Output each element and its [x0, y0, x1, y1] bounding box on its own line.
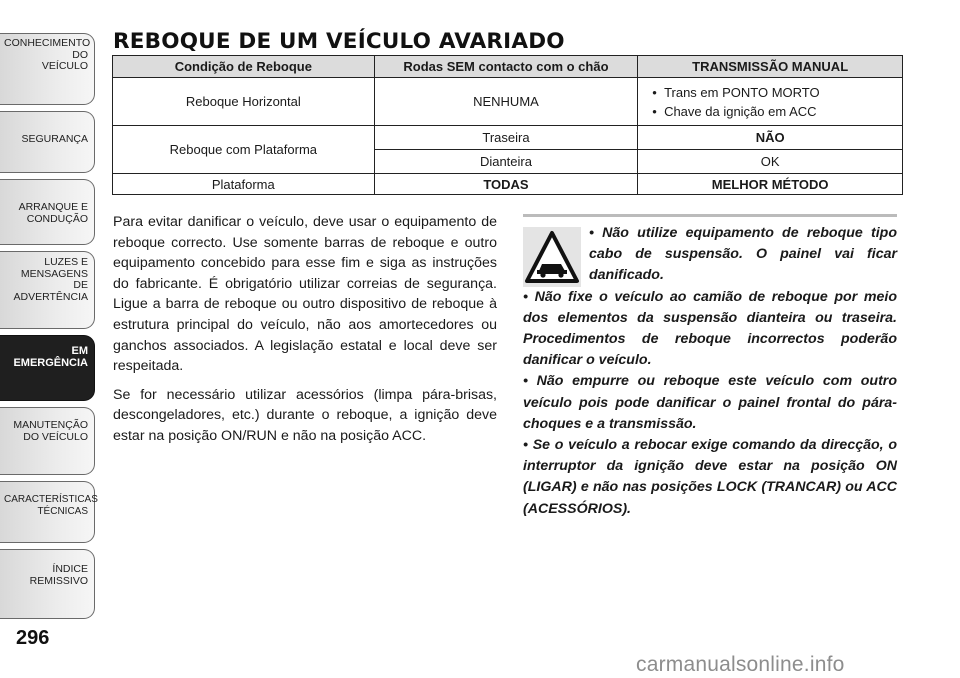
warning-item: • Não utilize equipamento de reboque tipo cabo de suspensão. O painel vai ficar danificado. [589, 225, 897, 284]
bullet-item: • Trans em PONTO MORTO [652, 84, 820, 100]
tab-conhecimento-do-veiculo[interactable]: CONHECIMENTO DO VEÍCULO [0, 33, 95, 105]
cell-manual-bullets [638, 78, 903, 126]
cell-wheels: Traseira [374, 126, 638, 150]
table-row [113, 78, 903, 126]
page-number: 296 [16, 627, 50, 649]
warning-triangle-car-icon [523, 227, 581, 287]
cell-condition: Reboque Horizontal [113, 78, 375, 126]
cell-condition: Plataforma [113, 174, 375, 195]
paragraph: Se for necessário utilizar acessórios (limpa pára-brisas, descongeladores, etc.) durante o reboque, a ignição deve estar na posição ON/RUN e não na posição ACC. [113, 386, 497, 444]
header-condition: Condição de Reboque [113, 56, 375, 78]
cell-wheels: NENHUMA [374, 78, 638, 126]
paragraph: Para evitar danificar o veículo, deve usar o equipamento de reboque correcto. Use somente barras de reboque e outro equipamento concebido para esse fim e siga as instruções do fabricante. É obrigatório utilizar correias de segurança. Ligue a barra de reboque ou outro dispositivo de reboque à estrutura principal do veículo, não aos amortecedores ou ganchos associados. A legislação estatal e local deve ser respeitada. [113, 214, 497, 375]
cell-manual: NÃO [638, 126, 903, 150]
warning-box [523, 214, 897, 520]
warning-item: • Não fixe o veículo ao camião de reboque por meio dos elementos da suspensão dianteira ou traseira. Procedimentos de reboque incorrectos poderão danificar o veículo. [523, 288, 897, 369]
table-row [113, 126, 903, 150]
watermark: carmanualsonline.info [636, 653, 845, 676]
warning-item: • Se o veículo a rebocar exige comando da direcção, o interruptor da ignição deve estar na posição ON (LIGAR) e não nas posições LOCK (TRANCAR) ou ACC (ACESSÓRIOS). [523, 437, 897, 517]
cell-wheels: Dianteira [374, 150, 638, 174]
cell-manual: MELHOR MÉTODO [638, 174, 903, 195]
cell-wheels: TODAS [374, 174, 638, 195]
tab-arranque-e-conducao[interactable]: ARRANQUE E CONDUÇÃO [0, 179, 95, 245]
header-manual: TRANSMISSÃO MANUAL [638, 56, 903, 78]
page-title: REBOQUE DE UM VEÍCULO AVARIADO [113, 29, 565, 54]
tab-indice-remissivo[interactable]: ÍNDICE REMISSIVO [0, 549, 95, 619]
tab-caracteristicas-tecnicas[interactable]: CARACTERÍSTICAS TÉCNICAS [0, 481, 95, 543]
table-row [113, 174, 903, 195]
warning-item: • Não empurre ou reboque este veículo com outro veículo pois pode danificar o painel frontal do pára-choques e a transmissão. [523, 373, 897, 432]
bullet-item: • Chave da ignição em ACC [652, 103, 817, 119]
body-text [113, 212, 497, 455]
tab-seguranca[interactable]: SEGURANÇA [0, 111, 95, 173]
tab-manutencao-do-veiculo[interactable]: MANUTENÇÃO DO VEÍCULO [0, 407, 95, 475]
tab-luzes-e-mensagens[interactable]: LUZES E MENSAGENS DE ADVERTÊNCIA [0, 251, 95, 329]
tab-em-emergencia[interactable]: EM EMERGÊNCIA [0, 335, 95, 401]
cell-manual: OK [638, 150, 903, 174]
header-wheels: Rodas SEM contacto com o chão [374, 56, 638, 78]
towing-table [112, 55, 903, 195]
chapter-sidebar [0, 0, 100, 678]
table-header-row [113, 56, 903, 78]
cell-condition: Reboque com Plataforma [113, 126, 375, 174]
